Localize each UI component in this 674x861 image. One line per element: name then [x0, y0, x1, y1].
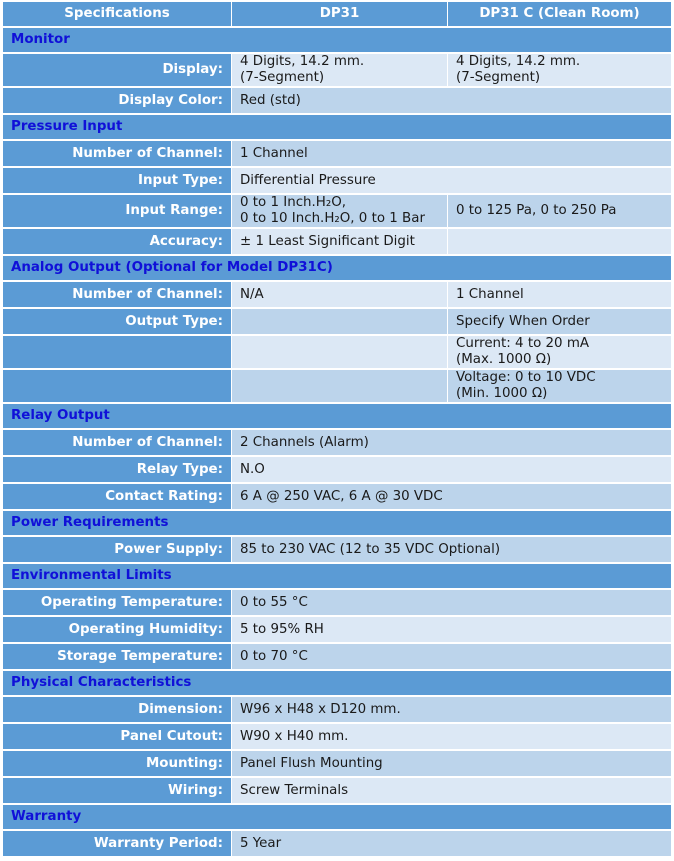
- header-dp31: DP31: [232, 2, 448, 28]
- row-value: Panel Flush Mounting: [232, 751, 671, 778]
- row-power-supply: [3, 537, 671, 564]
- row-label: Input Type:: [3, 168, 232, 195]
- row-ao-channels: [3, 282, 671, 309]
- row-label: Storage Temperature:: [3, 644, 232, 671]
- row-output-current: [3, 336, 671, 370]
- row-contact-rating: [3, 484, 671, 511]
- row-input-range: [3, 195, 671, 229]
- row-dimension: [3, 697, 671, 724]
- value-line: Current: 4 to 20 mA: [456, 336, 590, 351]
- row-operating-humidity: [3, 617, 671, 644]
- row-label: Mounting:: [3, 751, 232, 778]
- section-title: Warranty: [3, 805, 671, 831]
- row-value: 0 to 55 °C: [232, 590, 671, 617]
- row-output-voltage: [3, 370, 671, 404]
- dp31c-value: [448, 54, 671, 88]
- row-value: 5 to 95% RH: [232, 617, 671, 644]
- row-label: Input Range:: [3, 195, 232, 229]
- row-value: W90 x H40 mm.: [232, 724, 671, 751]
- row-panel-cutout: [3, 724, 671, 751]
- row-ro-channels: [3, 430, 671, 457]
- row-label: Dimension:: [3, 697, 232, 724]
- specifications-table: [3, 2, 671, 858]
- row-value: 85 to 230 VAC (12 to 35 VDC Optional): [232, 537, 671, 564]
- row-label: Number of Channel:: [3, 282, 232, 309]
- dp31c-value: [448, 370, 671, 404]
- value-line: (7-Segment): [240, 70, 325, 85]
- dp31-value: ± 1 Least Significant Digit: [232, 229, 448, 256]
- section-physical-characteristics: [3, 671, 671, 697]
- row-label: Relay Type:: [3, 457, 232, 484]
- section-analog-output: [3, 256, 671, 282]
- row-label: [3, 370, 232, 404]
- dp31-value: [232, 309, 448, 336]
- row-label: Output Type:: [3, 309, 232, 336]
- row-label: Display:: [3, 54, 232, 88]
- row-value: Red (std): [232, 88, 671, 115]
- row-label: Warranty Period:: [3, 831, 232, 858]
- dp31-value: [232, 54, 448, 88]
- row-label: Operating Humidity:: [3, 617, 232, 644]
- section-title: Analog Output (Optional for Model DP31C): [3, 256, 671, 282]
- row-input-type: [3, 168, 671, 195]
- dp31-value: [232, 195, 448, 229]
- row-value: 0 to 70 °C: [232, 644, 671, 671]
- row-pi-channels: [3, 141, 671, 168]
- dp31-value: [232, 336, 448, 370]
- row-label: Number of Channel:: [3, 141, 232, 168]
- row-output-type: [3, 309, 671, 336]
- section-title: Physical Characteristics: [3, 671, 671, 697]
- row-relay-type: [3, 457, 671, 484]
- row-value: W96 x H48 x D120 mm.: [232, 697, 671, 724]
- value-line: 0 to 1 Inch.H₂O,: [240, 195, 347, 210]
- dp31c-value: Specify When Order: [448, 309, 671, 336]
- row-value: 5 Year: [232, 831, 671, 858]
- row-label: Contact Rating:: [3, 484, 232, 511]
- row-operating-temperature: [3, 590, 671, 617]
- row-value: N.O: [232, 457, 671, 484]
- value-line: (Max. 1000 Ω): [456, 352, 552, 367]
- section-monitor: [3, 28, 671, 54]
- row-label: Operating Temperature:: [3, 590, 232, 617]
- row-storage-temperature: [3, 644, 671, 671]
- dp31-value: [232, 370, 448, 404]
- row-value: Differential Pressure: [232, 168, 671, 195]
- value-line: 4 Digits, 14.2 mm.: [240, 54, 365, 69]
- row-accuracy: [3, 229, 671, 256]
- row-label: Display Color:: [3, 88, 232, 115]
- row-display: [3, 54, 671, 88]
- section-title: Pressure Input: [3, 115, 671, 141]
- dp31c-value: [448, 229, 671, 256]
- row-display-color: [3, 88, 671, 115]
- section-relay-output: [3, 404, 671, 430]
- row-value: 6 A @ 250 VAC, 6 A @ 30 VDC: [232, 484, 671, 511]
- row-label: [3, 336, 232, 370]
- row-label: Wiring:: [3, 778, 232, 805]
- value-line: 0 to 10 Inch.H₂O, 0 to 1 Bar: [240, 211, 425, 226]
- row-mounting: [3, 751, 671, 778]
- value-line: 4 Digits, 14.2 mm.: [456, 54, 581, 69]
- section-power-requirements: [3, 511, 671, 537]
- row-label: Accuracy:: [3, 229, 232, 256]
- row-label: Power Supply:: [3, 537, 232, 564]
- value-line: (Min. 1000 Ω): [456, 386, 548, 401]
- section-environmental-limits: [3, 564, 671, 590]
- section-warranty: [3, 805, 671, 831]
- row-warranty-period: [3, 831, 671, 858]
- table-header-row: [3, 2, 671, 28]
- dp31c-value: 0 to 125 Pa, 0 to 250 Pa: [448, 195, 671, 229]
- header-dp31c: DP31 C (Clean Room): [448, 2, 671, 28]
- section-title: Environmental Limits: [3, 564, 671, 590]
- row-value: 2 Channels (Alarm): [232, 430, 671, 457]
- dp31c-value: [448, 336, 671, 370]
- row-value: 1 Channel: [232, 141, 671, 168]
- row-label: Panel Cutout:: [3, 724, 232, 751]
- dp31c-value: 1 Channel: [448, 282, 671, 309]
- row-wiring: [3, 778, 671, 805]
- section-title: Monitor: [3, 28, 671, 54]
- row-value: Screw Terminals: [232, 778, 671, 805]
- value-line: (7-Segment): [456, 70, 541, 85]
- row-label: Number of Channel:: [3, 430, 232, 457]
- value-line: Voltage: 0 to 10 VDC: [456, 370, 596, 385]
- dp31-value: N/A: [232, 282, 448, 309]
- section-pressure-input: [3, 115, 671, 141]
- header-specifications: Specifications: [3, 2, 232, 28]
- section-title: Power Requirements: [3, 511, 671, 537]
- section-title: Relay Output: [3, 404, 671, 430]
